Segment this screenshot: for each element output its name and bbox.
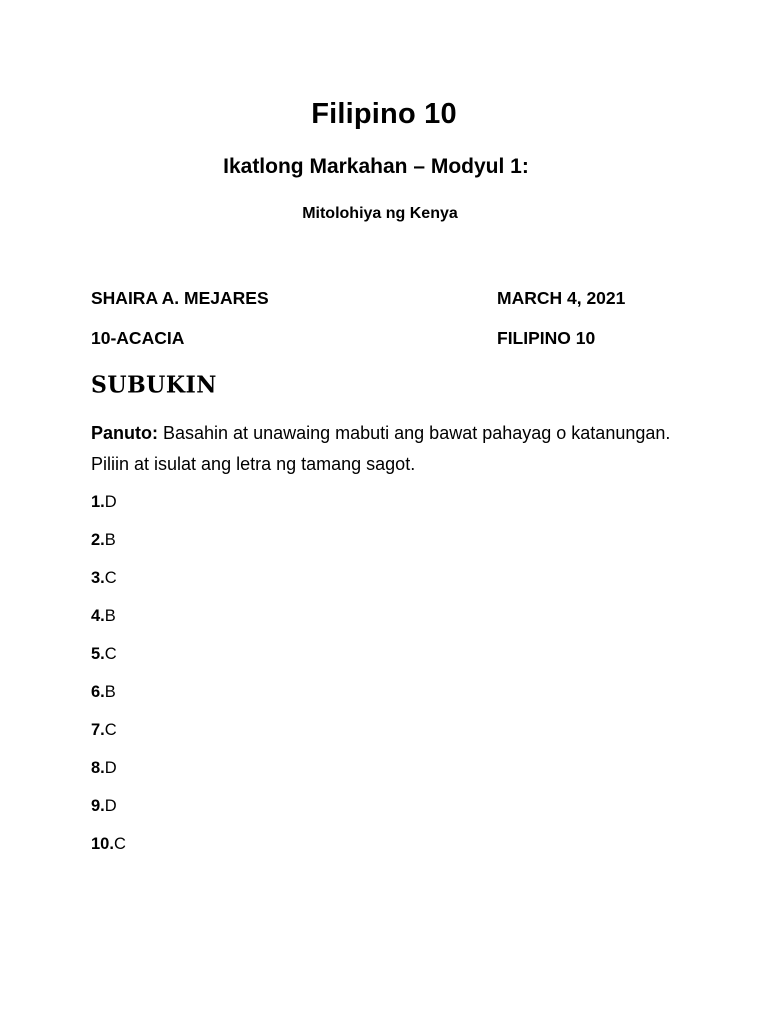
instruction-text: Basahin at unawaing mabuti ang bawat pahayag o katanungan. Piliin at isulat ang letra ng tamang sagot. (91, 423, 671, 474)
student-section: 10-ACACIA (91, 328, 185, 348)
answer-letter: C (104, 721, 117, 739)
instruction-label: Panuto: (91, 423, 158, 443)
answer-letter: B (104, 683, 116, 701)
document-topic: Mitolohiya ng Kenya (302, 205, 458, 222)
answer-list (91, 491, 126, 871)
document-title: Filipino 10 (311, 98, 457, 130)
student-name: SHAIRA A. MEJARES (91, 288, 269, 308)
answer-number: 1. (91, 493, 105, 511)
answer-item (91, 605, 126, 643)
answer-number: 4. (91, 607, 105, 625)
answer-number: 5. (91, 645, 105, 663)
answer-letter: D (104, 797, 117, 815)
answer-number: 10. (91, 835, 114, 853)
answer-item (91, 795, 126, 833)
answer-number: 8. (91, 759, 105, 777)
answer-item (91, 643, 126, 681)
answer-item (91, 833, 126, 871)
instruction-paragraph (91, 418, 691, 480)
section-heading: SUBUKIN (91, 371, 217, 399)
answer-item (91, 757, 126, 795)
answer-letter: C (104, 645, 117, 663)
answer-item (91, 719, 126, 757)
answer-item (91, 567, 126, 605)
answer-number: 7. (91, 721, 105, 739)
submission-date: MARCH 4, 2021 (497, 288, 626, 308)
answer-letter: C (104, 569, 117, 587)
answer-letter: C (113, 835, 126, 853)
answer-item (91, 529, 126, 567)
document-subtitle: Ikatlong Markahan – Modyul 1: (223, 155, 529, 178)
subject-name: FILIPINO 10 (497, 328, 596, 348)
answer-letter: D (104, 493, 117, 511)
answer-letter: D (104, 759, 117, 777)
answer-item (91, 491, 126, 529)
answer-number: 6. (91, 683, 105, 701)
answer-number: 3. (91, 569, 105, 587)
answer-number: 2. (91, 531, 105, 549)
answer-number: 9. (91, 797, 105, 815)
answer-letter: B (104, 607, 116, 625)
answer-item (91, 681, 126, 719)
answer-letter: B (104, 531, 116, 549)
